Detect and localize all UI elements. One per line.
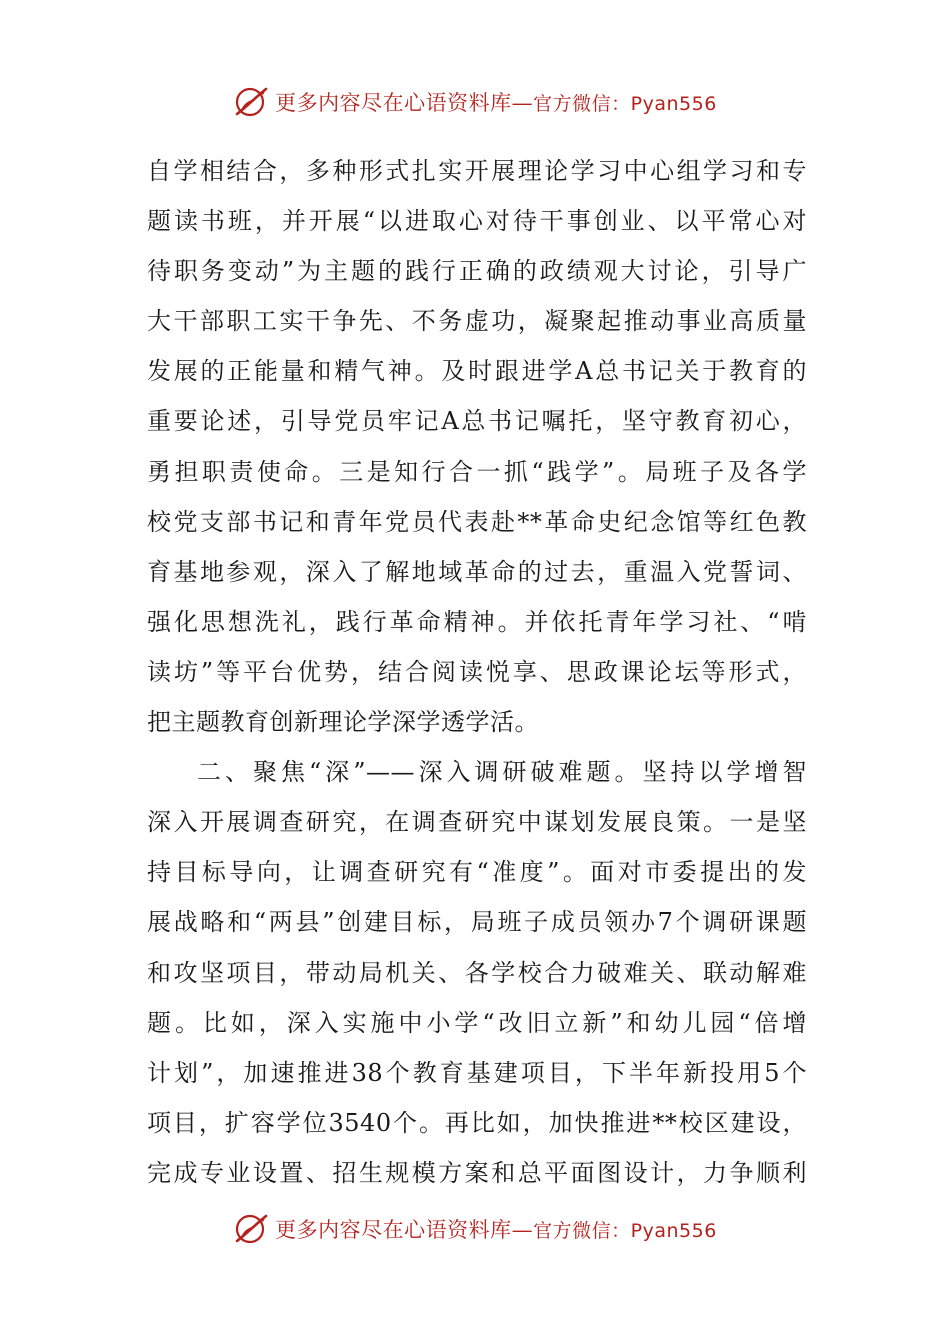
footer-separator: — [511, 1218, 534, 1242]
pen-circle-logo-icon [233, 84, 269, 120]
body-line: 计划”，加速推进38个教育基建项目，下半年新投用5个 [147, 1058, 807, 1087]
body-line: 题读书班，并开展“以进取心对待干事创业、以平常心对 [147, 207, 807, 236]
section-heading-line: 二、聚焦“深”——深入调研破难题。坚持以学增智 [197, 758, 807, 787]
body-line: 展战略和“两县”创建目标，局班子成员领办7个调研课题 [147, 908, 807, 937]
header-banner [0, 84, 950, 120]
body-line: 完成专业设置、招生规模方案和总平面图设计，力争顺利 [147, 1158, 807, 1187]
body-line: 育基地参观，深入了解地域革命的过去，重温入党誓词、 [147, 557, 807, 586]
body-line: 题。比如，深入实施中小学“改旧立新”和幼儿园“倍增 [147, 1008, 807, 1037]
header-site-text: 更多内容尽在心语资料库 [275, 91, 512, 115]
body-line: 待职务变动”为主题的践行正确的政绩观大讨论，引导广 [147, 257, 807, 286]
body-line: 强化思想洗礼，践行革命精神。并依托青年学习社、“啃 [147, 607, 807, 636]
body-line: 勇担职责使命。三是知行合一抓“践学”。局班子及各学 [147, 457, 807, 486]
body-line: 把主题教育创新理论学深学透学活。 [147, 708, 539, 737]
body-line: 持目标导向，让调查研究有“准度”。面对市委提出的发 [147, 858, 807, 887]
body-line: 和攻坚项目，带动局机关、各学校合力破难关、联动解难 [147, 958, 807, 987]
body-line: 深入开展调查研究，在调查研究中谋划发展良策。一是坚 [147, 808, 807, 837]
pen-circle-logo-icon [233, 1211, 269, 1247]
footer-wechat-text: 官方微信：Pyan556 [533, 1220, 717, 1242]
body-line: 校党支部书记和青年党员代表赴**革命史纪念馆等红色教 [147, 507, 807, 536]
header-separator: — [511, 91, 534, 115]
header-wechat-text: 官方微信：Pyan556 [533, 93, 717, 115]
body-line: 发展的正能量和精气神。及时跟进学A总书记关于教育的 [147, 357, 807, 386]
document-body [147, 146, 807, 1198]
body-line: 重要论述，引导党员牢记A总书记嘱托，坚守教育初心， [147, 407, 807, 436]
body-line: 大干部职工实干争先、不务虚功，凝聚起推动事业高质量 [147, 307, 807, 336]
footer-site-text: 更多内容尽在心语资料库 [275, 1218, 512, 1242]
body-line: 自学相结合，多种形式扎实开展理论学习中心组学习和专 [147, 157, 807, 185]
footer-banner [0, 1211, 950, 1247]
body-line: 项目，扩容学位3540个。再比如，加快推进**校区建设， [147, 1108, 807, 1137]
body-line: 读坊”等平台优势，结合阅读悦享、思政课论坛等形式， [147, 657, 807, 686]
header-banner-text [275, 87, 717, 117]
footer-banner-text [275, 1214, 717, 1244]
